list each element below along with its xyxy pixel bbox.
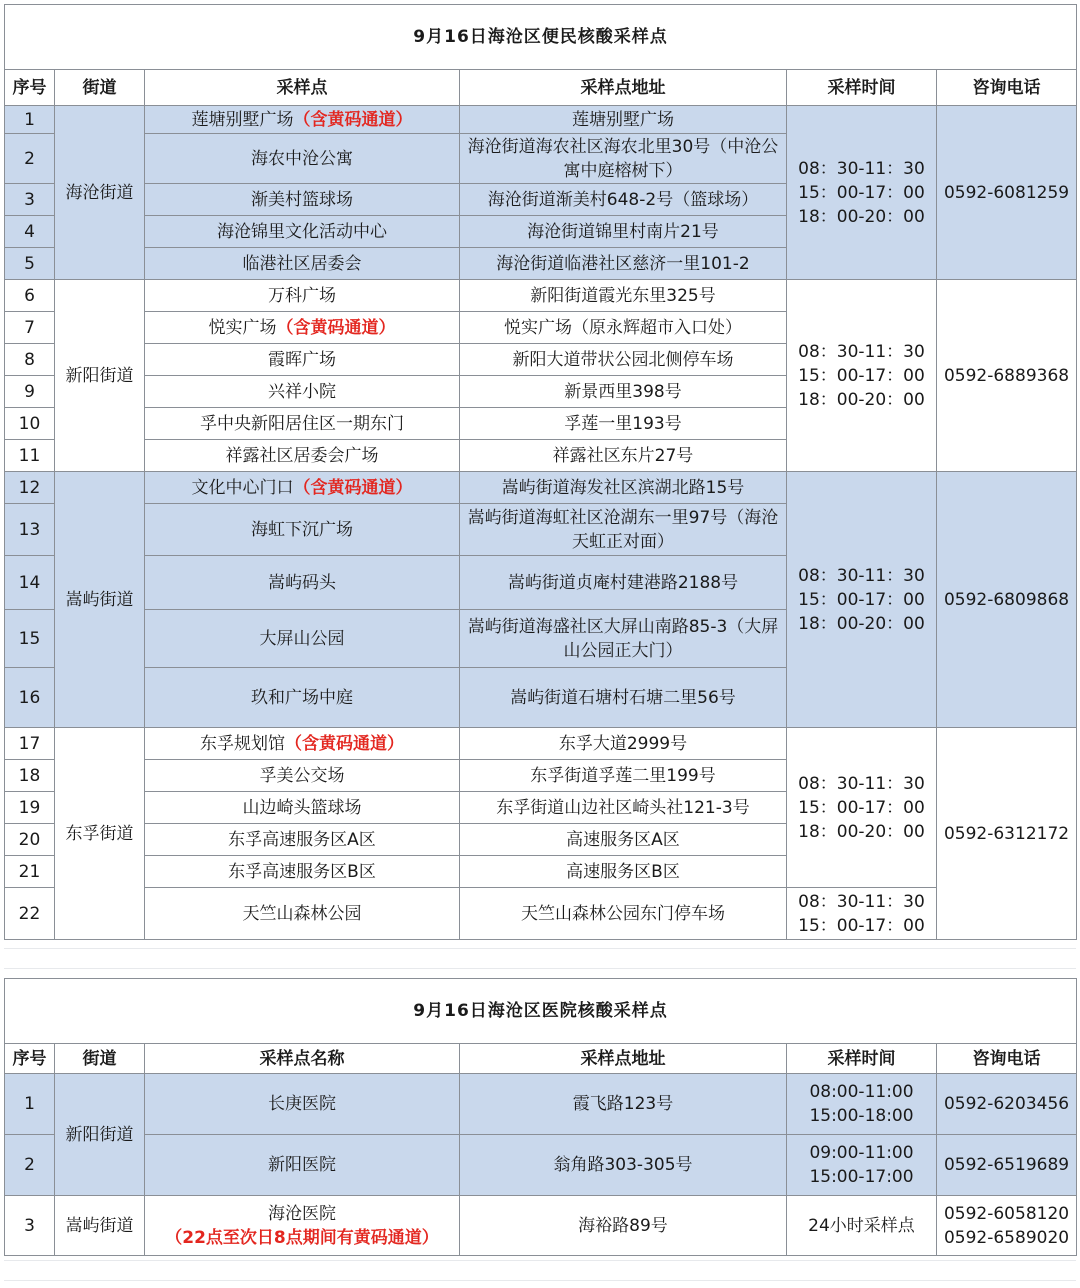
time-cell: 08：30-11：30 15：00-17：00 — [787, 888, 937, 940]
site-cell: 莲塘别墅广场（含黄码通道） — [145, 106, 460, 134]
phone-cell: 0592-6889368 — [937, 280, 1077, 472]
table-row — [5, 1196, 1077, 1256]
phone-cell: 0592-6519689 — [937, 1135, 1077, 1196]
address-cell: 嵩屿街道海虹社区沧湖东一里97号（海沧天虹正对面） — [460, 504, 787, 556]
spreadsheet-gap — [4, 940, 1076, 980]
row-no: 1 — [5, 1074, 55, 1135]
site-cell: 渐美村篮球场 — [145, 184, 460, 216]
header-site-name: 采样点名称 — [145, 1044, 460, 1074]
street-cell: 嵩屿街道 — [55, 1196, 145, 1256]
address-cell: 新阳大道带状公园北侧停车场 — [460, 344, 787, 376]
site-cell: 天竺山森林公园 — [145, 888, 460, 940]
table-row — [5, 280, 1077, 312]
address-cell: 嵩屿街道海发社区滨湖北路15号 — [460, 472, 787, 504]
yellow-code-tag: （含黄码通道） — [293, 477, 413, 498]
row-no: 17 — [5, 728, 55, 760]
header-no: 序号 — [5, 70, 55, 106]
site-cell: 新阳医院 — [145, 1135, 460, 1196]
address-cell: 东孚大道2999号 — [460, 728, 787, 760]
site-cell: 山边崎头篮球场 — [145, 792, 460, 824]
table-row — [5, 1135, 1077, 1196]
time-cell: 08：30-11：30 15：00-17：00 18：00-20：00 — [787, 728, 937, 888]
row-no: 4 — [5, 216, 55, 248]
site-cell: 兴祥小院 — [145, 376, 460, 408]
row-no: 5 — [5, 248, 55, 280]
site-cell: 海农中沧公寓 — [145, 134, 460, 184]
row-no: 22 — [5, 888, 55, 940]
header-address: 采样点地址 — [460, 70, 787, 106]
address-cell: 新阳街道霞光东里325号 — [460, 280, 787, 312]
time-cell: 08：30-11：30 15：00-17：00 18：00-20：00 — [787, 106, 937, 280]
site-cell: 祥露社区居委会广场 — [145, 440, 460, 472]
site-cell: 孚美公交场 — [145, 760, 460, 792]
address-cell: 东孚街道孚莲二里199号 — [460, 760, 787, 792]
time-cell: 24小时采样点 — [787, 1196, 937, 1256]
yellow-code-tag: （含黄码通道） — [276, 317, 396, 338]
phone-cell: 0592-6058120 0592-6589020 — [937, 1196, 1077, 1256]
street-cell: 东孚街道 — [55, 728, 145, 940]
table-row — [5, 106, 1077, 134]
phone-cell: 0592-6203456 — [937, 1074, 1077, 1135]
header-phone: 咨询电话 — [937, 1044, 1077, 1074]
address-cell: 东孚街道山边社区崎头社121-3号 — [460, 792, 787, 824]
row-no: 3 — [5, 184, 55, 216]
row-no: 12 — [5, 472, 55, 504]
site-cell: 长庚医院 — [145, 1074, 460, 1135]
row-no: 10 — [5, 408, 55, 440]
header-time: 采样时间 — [787, 70, 937, 106]
row-no: 14 — [5, 556, 55, 610]
address-cell: 海沧街道锦里村南片21号 — [460, 216, 787, 248]
time-cell: 08：30-11：30 15：00-17：00 18：00-20：00 — [787, 280, 937, 472]
site-cell: 悦实广场（含黄码通道） — [145, 312, 460, 344]
address-cell: 翁角路303-305号 — [460, 1135, 787, 1196]
table-title: 9月16日海沧区便民核酸采样点 — [5, 5, 1077, 70]
spreadsheet-gap — [4, 1250, 1076, 1288]
header-no: 序号 — [5, 1044, 55, 1074]
phone-cell: 0592-6312172 — [937, 728, 1077, 940]
row-no: 16 — [5, 668, 55, 728]
row-no: 13 — [5, 504, 55, 556]
site-cell: 玖和广场中庭 — [145, 668, 460, 728]
row-no: 2 — [5, 1135, 55, 1196]
row-no: 18 — [5, 760, 55, 792]
address-cell: 海裕路89号 — [460, 1196, 787, 1256]
address-cell: 嵩屿街道海盛社区大屏山南路85-3（大屏山公园正大门） — [460, 610, 787, 668]
row-no: 6 — [5, 280, 55, 312]
site-cell: 海沧医院 （22点至次日8点期间有黄码通道） — [145, 1196, 460, 1256]
community-sampling-table — [4, 4, 1077, 940]
yellow-code-tag: （含黄码通道） — [293, 109, 413, 130]
header-phone: 咨询电话 — [937, 70, 1077, 106]
site-cell: 大屏山公园 — [145, 610, 460, 668]
site-cell: 霞晖广场 — [145, 344, 460, 376]
street-cell: 海沧街道 — [55, 106, 145, 280]
hospital-sampling-table — [4, 978, 1077, 1256]
phone-cell: 0592-6081259 — [937, 106, 1077, 280]
header-street: 街道 — [55, 70, 145, 106]
header-address: 采样点地址 — [460, 1044, 787, 1074]
row-no: 1 — [5, 106, 55, 134]
street-cell: 新阳街道 — [55, 1074, 145, 1196]
address-cell: 天竺山森林公园东门停车场 — [460, 888, 787, 940]
table-row — [5, 472, 1077, 504]
site-cell: 孚中央新阳居住区一期东门 — [145, 408, 460, 440]
row-no: 21 — [5, 856, 55, 888]
table-row — [5, 888, 1077, 940]
row-no: 2 — [5, 134, 55, 184]
site-cell: 海虹下沉广场 — [145, 504, 460, 556]
address-cell: 海沧街道海农社区海农北里30号（中沧公寓中庭榕树下） — [460, 134, 787, 184]
header-time: 采样时间 — [787, 1044, 937, 1074]
site-cell: 东孚高速服务区A区 — [145, 824, 460, 856]
address-cell: 高速服务区B区 — [460, 856, 787, 888]
row-no: 7 — [5, 312, 55, 344]
header-street: 街道 — [55, 1044, 145, 1074]
site-cell: 临港社区居委会 — [145, 248, 460, 280]
address-cell: 高速服务区A区 — [460, 824, 787, 856]
street-cell: 嵩屿街道 — [55, 472, 145, 728]
address-cell: 悦实广场（原永辉超市入口处） — [460, 312, 787, 344]
header-site: 采样点 — [145, 70, 460, 106]
address-cell: 孚莲一里193号 — [460, 408, 787, 440]
site-cell: 东孚高速服务区B区 — [145, 856, 460, 888]
address-cell: 海沧街道渐美村648-2号（篮球场） — [460, 184, 787, 216]
site-cell: 东孚规划馆（含黄码通道） — [145, 728, 460, 760]
row-no: 11 — [5, 440, 55, 472]
address-cell: 嵩屿街道石塘村石塘二里56号 — [460, 668, 787, 728]
site-cell: 海沧锦里文化活动中心 — [145, 216, 460, 248]
time-cell: 09:00-11:00 15:00-17:00 — [787, 1135, 937, 1196]
site-cell: 文化中心门口（含黄码通道） — [145, 472, 460, 504]
address-cell: 海沧街道临港社区慈济一里101-2 — [460, 248, 787, 280]
row-no: 8 — [5, 344, 55, 376]
yellow-code-tag: （22点至次日8点期间有黄码通道） — [165, 1227, 439, 1248]
address-cell: 霞飞路123号 — [460, 1074, 787, 1135]
row-no: 20 — [5, 824, 55, 856]
address-cell: 莲塘别墅广场 — [460, 106, 787, 134]
table-row — [5, 728, 1077, 760]
site-cell: 万科广场 — [145, 280, 460, 312]
table-title: 9月16日海沧区医院核酸采样点 — [5, 979, 1077, 1044]
address-cell: 新景西里398号 — [460, 376, 787, 408]
address-cell: 祥露社区东片27号 — [460, 440, 787, 472]
yellow-code-tag: （含黄码通道） — [285, 733, 404, 754]
address-cell: 嵩屿街道贞庵村建港路2188号 — [460, 556, 787, 610]
row-no: 19 — [5, 792, 55, 824]
row-no: 9 — [5, 376, 55, 408]
row-no: 3 — [5, 1196, 55, 1256]
row-no: 15 — [5, 610, 55, 668]
street-cell: 新阳街道 — [55, 280, 145, 472]
table-row — [5, 1074, 1077, 1135]
site-cell: 嵩屿码头 — [145, 556, 460, 610]
phone-cell: 0592-6809868 — [937, 472, 1077, 728]
time-cell: 08：30-11：30 15：00-17：00 18：00-20：00 — [787, 472, 937, 728]
time-cell: 08:00-11:00 15:00-18:00 — [787, 1074, 937, 1135]
